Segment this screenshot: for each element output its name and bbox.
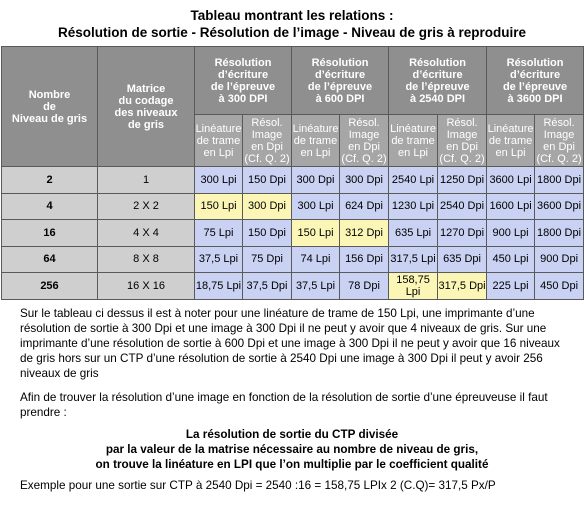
table-cell: 37,5 Lpi — [292, 273, 340, 300]
cell-matrice: 1 — [98, 167, 195, 194]
table-cell: 1230 Lpi — [389, 193, 438, 220]
cell-niveau-gris: 2 — [2, 167, 98, 194]
table-cell: 3600 Lpi — [487, 167, 535, 194]
table-row — [2, 273, 584, 300]
table-row — [2, 167, 584, 194]
formula-line-1: La résolution de sortie du CTP divisée — [185, 427, 399, 441]
formula-line-3: on trouve la linéature en LPI que l’on multiplie par le coefficient qualité — [95, 457, 489, 471]
table-cell: 2540 Dpi — [438, 193, 487, 220]
header-group-600dpi: Résolution d’écriture de l’épreuve à 600 DPI — [292, 47, 389, 115]
table-cell: 300 Dpi — [292, 167, 340, 194]
table-cell: 158,75 Lpi — [389, 273, 438, 300]
table-cell: 18,75 Lpi — [195, 273, 243, 300]
table-cell: 225 Lpi — [487, 273, 535, 300]
table-cell: 156 Dpi — [340, 246, 389, 273]
subheader-resolution-image: Résol. Image en Dpi (Cf. Q. 2) — [341, 116, 387, 165]
cell-niveau-gris: 256 — [2, 273, 98, 300]
header-nombre-niveau-gris: Nombre de Niveau de gris — [2, 47, 98, 167]
table-cell: 900 Lpi — [487, 220, 535, 247]
formula-block — [0, 427, 584, 472]
table-cell: 37,5 Dpi — [243, 273, 292, 300]
subheader-lineature: Linéature de trame en Lpi — [487, 115, 535, 167]
cell-matrice: 2 X 2 — [98, 193, 195, 220]
cell-matrice: 8 X 8 — [98, 246, 195, 273]
table-cell: 74 Lpi — [292, 246, 340, 273]
table-cell: 2540 Lpi — [389, 167, 438, 194]
cell-niveau-gris: 64 — [2, 246, 98, 273]
table-cell: 150 Lpi — [292, 220, 340, 247]
table-cell: 75 Lpi — [195, 220, 243, 247]
header-group-300dpi: Résolution d’écriture de l’épreuve à 300 DPI — [195, 47, 292, 115]
table-cell: 450 Lpi — [487, 246, 535, 273]
table-cell: 300 Dpi — [340, 167, 389, 194]
title-line-2: Résolution de sortie - Résolution de l’image - Niveau de gris à reproduire — [57, 25, 527, 40]
subheader-resolution-image: Résol. Image en Dpi (Cf. Q. 2) — [536, 116, 582, 165]
table-cell: 635 Lpi — [389, 220, 438, 247]
table-cell: 1800 Dpi — [535, 220, 584, 247]
table-row — [2, 193, 584, 220]
explanation-paragraph: Sur le tableau ci dessus il est à noter pour une linéature de trame de 150 Lpi, une imprimante d’une résolution de sortie à 300 Dpi et une image à 300 Dpi il ne peut y avoir que 4 niveaux de gris. Sur une imprimante d’une résolution de sortie à 600 Dpi et une image à 300 Dpi il ne peut y avoir que 16 niveaux de gris hors sur un CTP d’une résolution de sortie à 2540 Dpi une image à 300 Dpi il peut y avoir 256 niveaux de gris — [20, 306, 560, 380]
cell-matrice: 16 X 16 — [98, 273, 195, 300]
table-cell: 1250 Dpi — [438, 167, 487, 194]
header-matrice-codage: Matrice du codage des niveaux de gris — [98, 47, 195, 167]
table-row — [2, 246, 584, 273]
cell-matrice: 4 X 4 — [98, 220, 195, 247]
subheader-lineature: Linéature de trame en Lpi — [292, 115, 340, 167]
relations-table — [1, 46, 584, 300]
table-cell: 37,5 Lpi — [195, 246, 243, 273]
table-cell: 1270 Dpi — [438, 220, 487, 247]
table-cell: 300 Lpi — [292, 193, 340, 220]
table-cell: 78 Dpi — [340, 273, 389, 300]
method-paragraph: Afin de trouver la résolution d’une image en fonction de la résolution de sortie d’une épreuveuse il faut prendre : — [20, 390, 548, 419]
table-row — [2, 220, 584, 247]
example-line: Exemple pour une sortie sur CTP à 2540 Dpi = 2540 :16 = 158,75 LPIx 2 (C.Q)= 317,5 Px/P — [20, 478, 496, 492]
formula-line-2: par la valeur de la matrise nécessaire au nombre de niveau de gris, — [105, 442, 479, 456]
subheader-resolution-image: Résol. Image en Dpi (Cf. Q. 2) — [439, 116, 485, 165]
table-cell: 1800 Dpi — [535, 167, 584, 194]
table-cell: 300 Lpi — [195, 167, 243, 194]
table-cell: 1600 Lpi — [487, 193, 535, 220]
table-cell: 317,5 Lpi — [389, 246, 438, 273]
table-cell: 3600 Dpi — [535, 193, 584, 220]
table-cell: 624 Dpi — [340, 193, 389, 220]
header-group-3600dpi: Résolution d’écriture de l’épreuve à 3600 DPI — [487, 47, 584, 115]
table-cell: 150 Dpi — [243, 167, 292, 194]
table-cell: 150 Lpi — [195, 193, 243, 220]
table-cell: 317,5 Dpi — [438, 273, 487, 300]
table-cell: 150 Dpi — [243, 220, 292, 247]
table-cell: 450 Dpi — [535, 273, 584, 300]
page-title — [0, 7, 584, 41]
header-group-2540dpi: Résolution d’écriture de l’épreuve à 2540 DPI — [389, 47, 487, 115]
cell-niveau-gris: 16 — [2, 220, 98, 247]
table-cell: 635 Dpi — [438, 246, 487, 273]
subheader-lineature: Linéature de trame en Lpi — [389, 115, 438, 167]
title-line-1: Tableau montrant les relations : — [190, 8, 394, 23]
subheader-lineature: Linéature de trame en Lpi — [195, 115, 243, 167]
table-cell: 312 Dpi — [340, 220, 389, 247]
subheader-resolution-image: Résol. Image en Dpi (Cf. Q. 2) — [244, 116, 290, 165]
table-cell: 75 Dpi — [243, 246, 292, 273]
cell-niveau-gris: 4 — [2, 193, 98, 220]
table-cell: 300 Dpi — [243, 193, 292, 220]
table-cell: 900 Dpi — [535, 246, 584, 273]
